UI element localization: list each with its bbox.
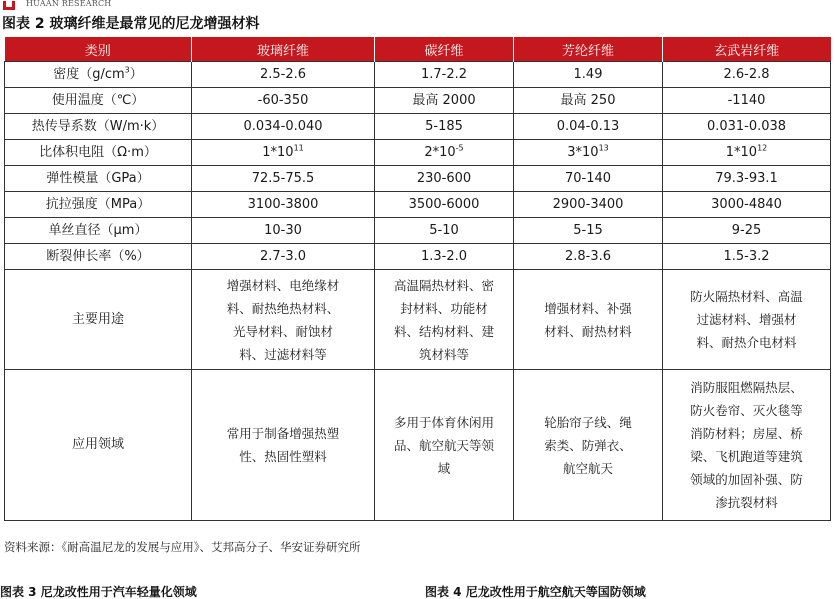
table-row-usage (5, 270, 831, 370)
table-cell: 防火隔热材料、高温 过滤材料、增强材 料、耐热介电材料 (663, 270, 831, 370)
table-cell: 5-15 (514, 218, 663, 244)
table-cell: 3100-3800 (192, 192, 375, 218)
table-row-application (5, 370, 831, 521)
table-cell: 70-140 (514, 166, 663, 192)
table-cell: $1*10^{12}$ (663, 140, 831, 166)
table-cell: 5-10 (375, 218, 514, 244)
source-note: 资料来源：《耐高温尼龙的发展与应用》、艾邦高分子、华安证券研究所 (4, 540, 361, 554)
next-figure-title-right: 图表 4 尼龙改性用于航空航天等国防领域 (425, 585, 646, 599)
header-basalt-fiber: 玄武岩纤维 (663, 37, 831, 62)
table-cell: 1.5-3.2 (663, 244, 831, 270)
header-category: 类别 (5, 37, 192, 62)
table-cell: $2*10^{-5}$ (375, 140, 514, 166)
table-cell: 增强材料、补强 材料、耐热材料 (514, 270, 663, 370)
table-row (5, 114, 831, 140)
table-cell: 0.031-0.038 (663, 114, 831, 140)
row-label-temperature: 使用温度（℃） (5, 88, 192, 114)
table-cell: 2.7-3.0 (192, 244, 375, 270)
header-carbon-fiber: 碳纤维 (375, 37, 514, 62)
table-cell: 9-25 (663, 218, 831, 244)
fiber-comparison-table (4, 37, 831, 521)
table-header-row (5, 37, 831, 62)
table-cell: $3*10^{13}$ (514, 140, 663, 166)
row-label-tensile-strength: 抗拉强度（MPa） (5, 192, 192, 218)
table-cell: 1.7-2.2 (375, 62, 514, 88)
row-label-density: 密度$(g/cm^3)$ (5, 62, 192, 88)
row-label-elongation: 断裂伸长率（%） (5, 244, 192, 270)
table-cell: -60-350 (192, 88, 375, 114)
table-row (5, 62, 831, 88)
header-glass-fiber: 玻璃纤维 (192, 37, 375, 62)
header-aramid-fiber: 芳纶纤维 (514, 37, 663, 62)
table-row (5, 88, 831, 114)
row-label-volume-resistivity: 比体积电阻（Ω·m） (5, 140, 192, 166)
table-cell: 3500-6000 (375, 192, 514, 218)
row-label-filament-diameter: 单丝直径（μm） (5, 218, 192, 244)
table-cell: 常用于制备增强热塑 性、热固性塑料 (192, 370, 375, 521)
table-row (5, 140, 831, 166)
row-label-thermal-conductivity: 热传导系数（W/m·k） (5, 114, 192, 140)
table-row (5, 244, 831, 270)
table-cell: 3000-4840 (663, 192, 831, 218)
table-cell: 10-30 (192, 218, 375, 244)
table-cell: 0.04-0.13 (514, 114, 663, 140)
table-cell: -1140 (663, 88, 831, 114)
table-cell: 2900-3400 (514, 192, 663, 218)
brand-header (0, 0, 835, 10)
table-cell: 2.8-3.6 (514, 244, 663, 270)
table-cell: 1.49 (514, 62, 663, 88)
table-cell: 2.6-2.8 (663, 62, 831, 88)
table-cell: 增强材料、电绝缘材 料、耐热绝热材料、 光导材料、耐蚀材 料、过滤材料等 (192, 270, 375, 370)
table-cell: 79.3-93.1 (663, 166, 831, 192)
table-cell: 最高 250 (514, 88, 663, 114)
figure-title: 图表 2 玻璃纤维是最常见的尼龙增强材料 (2, 16, 260, 32)
table-cell: 消防服阻燃隔热层、 防火卷帘、灭火毯等 消防材料；房屋、桥 梁、飞机跑道等建筑 领域的加固补强、防 渗抗裂材料 (663, 370, 831, 521)
table-cell: 1.3-2.0 (375, 244, 514, 270)
table-cell: 高温隔热材料、密 封材料、功能材 料、结构材料、建 筑材料等 (375, 270, 514, 370)
table-cell: 5-185 (375, 114, 514, 140)
row-label-elastic-modulus: 弹性模量（GPa） (5, 166, 192, 192)
table-cell: 2.5-2.6 (192, 62, 375, 88)
table-cell: 多用于体育休闲用 品、航空航天等领 域 (375, 370, 514, 521)
next-figure-title-left: 图表 3 尼龙改性用于汽车轻量化领域 (0, 585, 197, 599)
table-cell: 72.5-75.5 (192, 166, 375, 192)
table-cell: 最高 2000 (375, 88, 514, 114)
brand-name: HUAAN RESEARCH (26, 0, 112, 8)
row-label-usage: 主要用途 (5, 270, 192, 370)
table-cell: 0.034-0.040 (192, 114, 375, 140)
huaan-logo-icon (2, 0, 16, 10)
table-cell: 230-600 (375, 166, 514, 192)
table-cell: 轮胎帘子线、绳 索类、防弹衣、 航空航天 (514, 370, 663, 521)
table-row (5, 192, 831, 218)
row-label-application: 应用领域 (5, 370, 192, 521)
table-row (5, 218, 831, 244)
table-row (5, 166, 831, 192)
table-cell: $1*10^{11}$ (192, 140, 375, 166)
